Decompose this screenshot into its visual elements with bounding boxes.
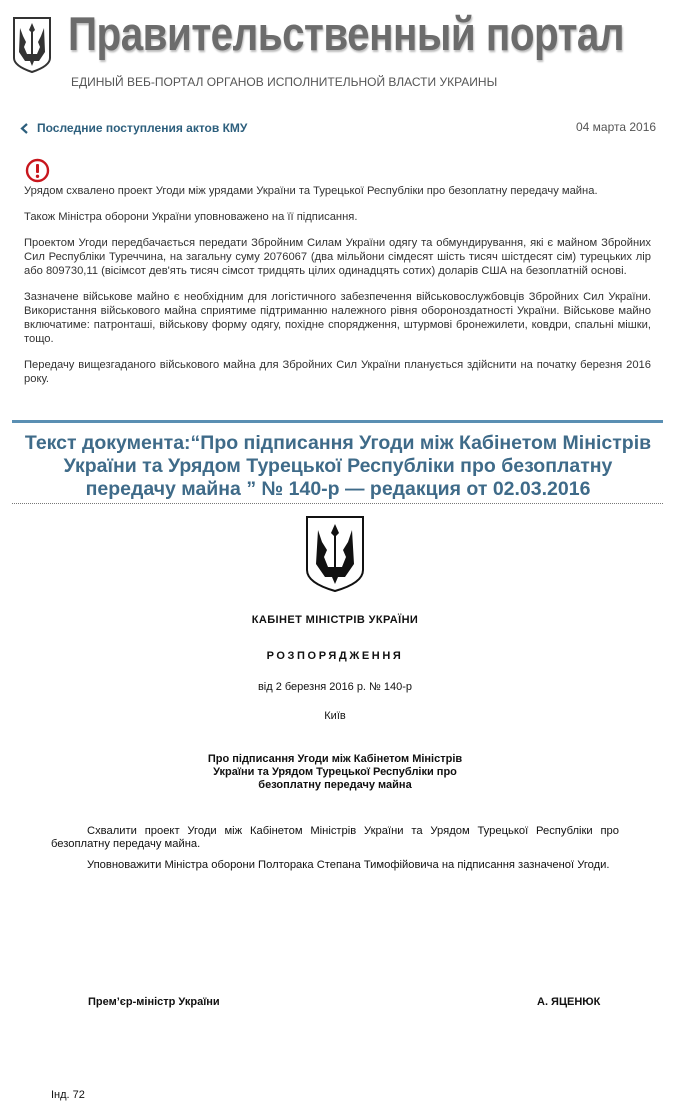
site-title[interactable]: Правительственный портал <box>68 7 625 60</box>
summary-paragraph: Зазначене військове майно є необхідним для логістичного забезпечення військовослужбовців Збройних Сил України. Використання військового майна сприятиме підтриманню належного рівня обороноздатності України. Військове майно включатиме: патронташі, військову форму одягу, похідне спорядження, штурмові бронежилети, ковдри, спальні мішки, тощо. <box>24 291 651 345</box>
document-paragraph: Схвалити проект Угоди між Кабінетом Міністрів України та Урядом Турецької Республіки про безоплатну передачу майна. <box>51 825 619 850</box>
back-link-label: Последние поступления актов КМУ <box>37 121 248 135</box>
document-index: Інд. 72 <box>51 1089 85 1101</box>
issuer-name: КАБІНЕТ МІНІСТРІВ УКРАЇНИ <box>251 614 419 626</box>
summary-paragraph: Передачу вищезгаданого військового майна для Збройних Сил України планується здійснити на початку березня 2016 року. <box>24 359 651 385</box>
summary-paragraph: Проектом Угоди передбачається передати Збройним Силам України одягу та обмундирування, які є майном Збройних Сил Республіки Туреччина, на загальну суму 2076067 (два мільйони сімдесят шість тисяч шістдесят сім) турецьких лір або 809730,11 (вісімсот дев'ять тисяч сімсот тридцять цілих одинадцять сотих) доларів США на безоплатній основі. <box>24 237 651 277</box>
document-title-line: України та Урядом Турецької Республіки про <box>213 766 457 778</box>
document-heading: Текст документа:“Про підписання Угоди між Кабінетом Міністрів України та Урядом Турецької Республіки про безоплатну передачу майна ” № 140-р — редакция от 02.03.2016 <box>24 432 652 500</box>
summary-paragraph: Також Міністра оборони України уповноважено на її підписання. <box>24 211 358 223</box>
publication-date: 04 марта 2016 <box>576 120 657 134</box>
summary-text <box>24 184 651 398</box>
document-paragraph: Уповноважити Міністра оборони Полторака Степана Тимофійовича на підписання зазначеної Угоди. <box>87 859 610 871</box>
back-link-latest-acts[interactable] <box>20 121 247 135</box>
signer-name: А. ЯЦЕНЮК <box>537 996 601 1008</box>
dotted-divider <box>12 503 663 504</box>
trident-logo-icon[interactable] <box>12 16 52 74</box>
summary-paragraph: Урядом схвалено проект Угоди між урядами України та Турецької Республіки про безоплатну передачу майна. <box>24 185 598 197</box>
document-title-line: безоплатну передачу майна <box>258 779 412 791</box>
document-title <box>0 753 670 792</box>
chevron-left-icon <box>20 123 29 134</box>
document-title-line: Про підписання Угоди між Кабінетом Міністрів <box>207 753 463 765</box>
site-subtitle: ЕДИНЫЙ ВЕБ-ПОРТАЛ ОРГАНОВ ИСПОЛНИТЕЛЬНОЙ ВЛАСТИ УКРАИНЫ <box>71 75 498 89</box>
document-text <box>51 825 619 880</box>
document-date-number: від 2 березня 2016 р. № 140-р <box>257 681 413 693</box>
coat-of-arms-icon <box>303 514 367 594</box>
warning-icon <box>25 158 50 183</box>
document-city: Київ <box>324 710 346 722</box>
section-divider <box>12 420 663 423</box>
signer-position: Прем’єр-міністр України <box>88 996 220 1008</box>
document-type: РОЗПОРЯДЖЕННЯ <box>266 650 404 662</box>
